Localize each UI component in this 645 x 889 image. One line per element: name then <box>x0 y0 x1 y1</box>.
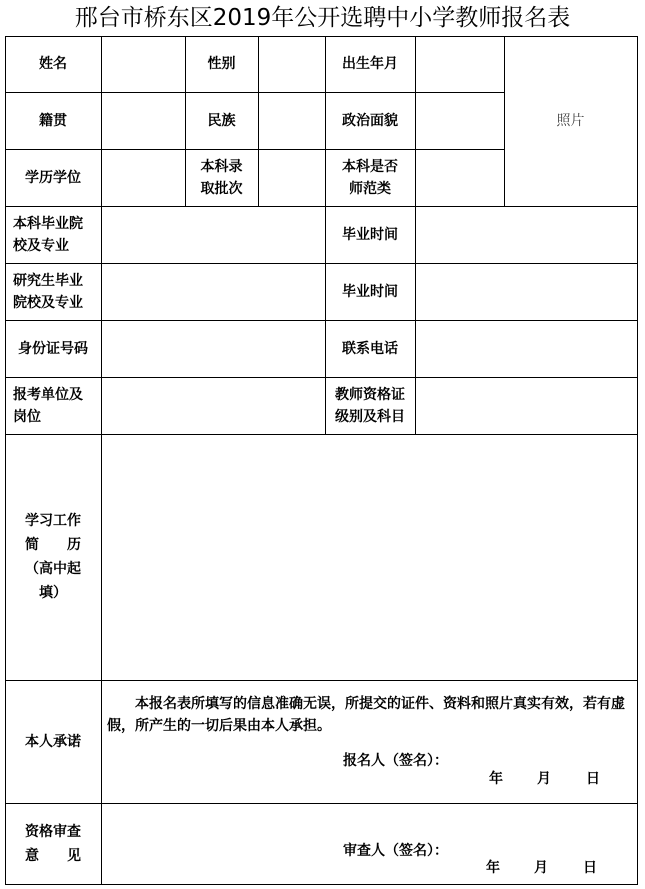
graduate-school-major-field[interactable] <box>101 263 325 320</box>
teacher-cert-field[interactable] <box>415 377 637 434</box>
native-place-label: 籍贯 <box>39 112 67 129</box>
ethnicity-field[interactable] <box>258 92 325 149</box>
pledge-year-label: 年 <box>489 771 503 787</box>
undergrad-school-major-label: 本科毕业院校及专业 <box>13 215 83 254</box>
applied-unit-post-field[interactable] <box>101 377 325 434</box>
pledge-day-label: 日 <box>586 771 600 787</box>
ethnicity-label: 民族 <box>207 112 236 129</box>
education-degree-field[interactable] <box>101 149 185 206</box>
grad-time-1-label: 毕业时间 <box>342 226 398 243</box>
phone-label: 联系电话 <box>342 340 398 357</box>
grad-time-2-label: 毕业时间 <box>342 283 398 300</box>
review-month-label: 月 <box>534 860 548 876</box>
review-label: 资格审查意 见 <box>25 823 81 864</box>
political-status-label: 政治面貌 <box>342 112 398 129</box>
form-title: 邢台市桥东区2019年公开选聘中小学教师报名表 <box>74 5 571 31</box>
name-label: 姓名 <box>39 56 67 72</box>
birth-label: 出生年月 <box>342 56 398 72</box>
resume-field[interactable] <box>101 434 637 680</box>
review-day-label: 日 <box>583 860 597 876</box>
undergrad-batch-field[interactable] <box>258 149 325 206</box>
applied-unit-post-label: 报考单位及岗位 <box>13 386 83 425</box>
name-field[interactable] <box>101 36 185 92</box>
political-status-field[interactable] <box>415 92 504 149</box>
grad-time-2-field[interactable] <box>415 263 637 320</box>
review-signer-label: 审查人（签名）： <box>343 843 448 859</box>
id-number-label: 身份证号码 <box>18 340 88 357</box>
gender-label: 性别 <box>207 56 236 72</box>
gender-field[interactable] <box>258 36 325 92</box>
normal-school-label: 本科是否师范类 <box>342 158 398 197</box>
undergrad-school-major-field[interactable] <box>101 206 325 263</box>
graduate-school-major-label: 研究生毕业院校及专业 <box>13 272 83 311</box>
photo-box[interactable]: 照片 <box>556 113 585 129</box>
undergrad-batch-label: 本科录取批次 <box>200 158 243 197</box>
native-place-field[interactable] <box>101 92 185 149</box>
grad-time-1-field[interactable] <box>415 206 637 263</box>
pledge-text: 本报名表所填写的信息准确无误，所提交的证件、资料和照片真实有效，若有虚假，所产生的一切后果由本人承担。 <box>107 696 625 734</box>
birth-field[interactable] <box>415 36 504 92</box>
normal-school-field[interactable] <box>415 149 504 206</box>
resume-label: 学习工作简 历（高中起填） <box>25 513 81 601</box>
pledge-month-label: 月 <box>537 771 551 787</box>
pledge-signer-label: 报名人（签名）： <box>343 753 448 769</box>
review-year-label: 年 <box>486 860 500 876</box>
education-degree-label: 学历学位 <box>25 169 81 186</box>
id-number-field[interactable] <box>101 320 325 377</box>
phone-field[interactable] <box>415 320 637 377</box>
pledge-label: 本人承诺 <box>25 733 81 750</box>
teacher-cert-label: 教师资格证级别及科目 <box>335 386 405 425</box>
